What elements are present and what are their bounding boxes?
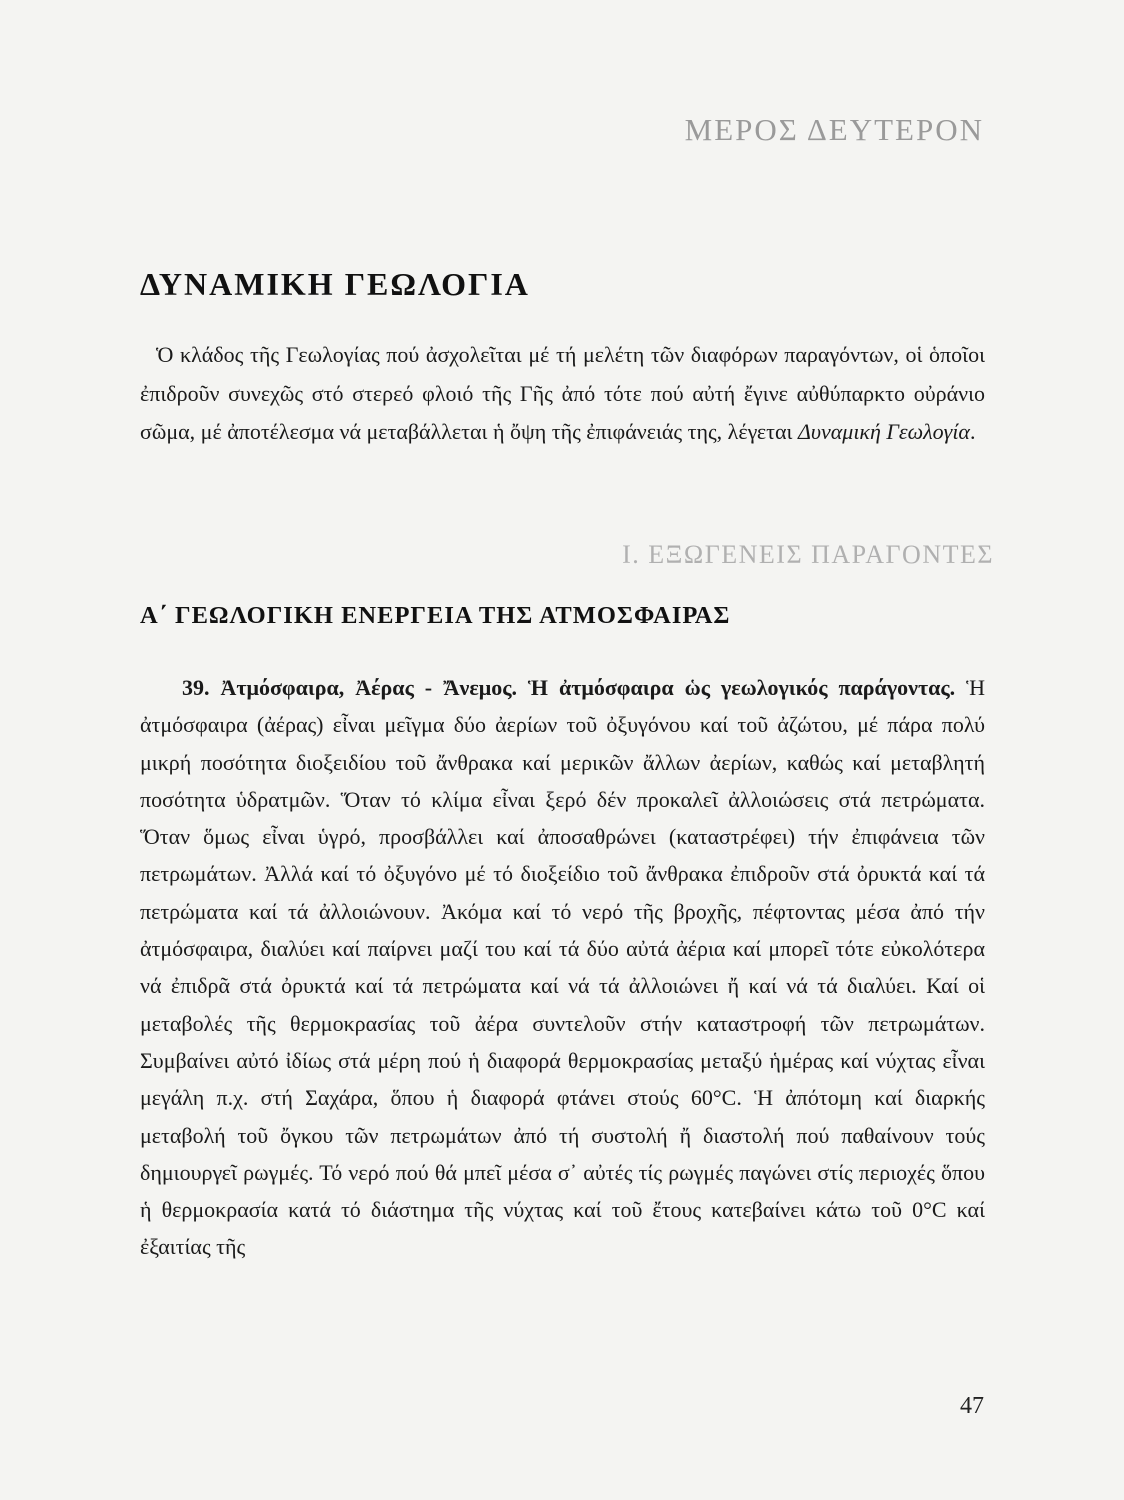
paragraph-39-text: Ἡ ἀτμόσφαιρα (ἀέρας) εἶναι μεῖγμα δύο ἀερίων τοῦ ὀξυγόνου καί τοῦ ἀζώτου, μέ πάρα πολύ μικρή ποσότητα διοξειδίου τοῦ ἄνθρακα καί μερικῶν ἄλλων ἀερίων, καθώς καί μεταβλητή ποσότητα ὑδρατμῶν. Ὅταν τό κλίμα εἶναι ξερό δέν προκαλεῖ ἀλλοιώσεις στά πετρώματα. Ὅταν ὅμως εἶναι ὑγρό, προσβάλλει καί ἀποσαθρώνει (καταστρέφει) τήν ἐπιφάνεια τῶν πετρωμάτων. Ἀλλά καί τό ὀξυγόνο μέ τό διοξείδιο τοῦ ἄνθρακα ἐπιδροῦν στά ὀρυκτά καί τά πετρώματα καί τά ἀλλοιώνουν. Ἀκόμα καί τό νερό τῆς βροχῆς, πέφτοντας μέσα ἀπό τήν ἀτμόσφαιρα, διαλύει καί παίρνει μαζί του καί τά δύο αὐτά ἀέρια καί μπορεῖ τότε εὐκολότερα νά ἐπιδρᾶ στά ὀρυκτά καί τά πετρώματα καί νά τά ἀλλοιώνει ἤ καί νά τά διαλύει. Καί οἱ μεταβολές τῆς θερμοκρασίας τοῦ ἀέρα συντελοῦν στήν καταστροφή τῶν πετρωμάτων. Συμβαίνει αὐτό ἰδίως στά μέρη πού ἡ διαφορά θερμοκρασίας μεταξύ ἡμέρας καί νύχτας εἶναι μεγάλη π.χ. στή Σαχάρα, ὅπου ἡ διαφορά φτάνει στούς 60°C. Ἡ ἀπότομη καί διαρκής μεταβολή τοῦ ὄγκου τῶν πετρωμάτων ἀπό τή συστολή ἤ διαστολή πού παθαίνουν τούς δημιουργεῖ ρωγμές. Τό νερό πού θά μπεῖ μέσα σ᾽ αὐτές τίς ρωγμές παγώνει στίς περιοχές ὅπου ἡ θερμοκρασία κατά τό διάστημα τῆς νύχτας καί τοῦ ἔτους κατεβαίνει κάτω τοῦ 0°C καί ἐξαιτίας τῆς [140, 675, 986, 1260]
intro-text: Ὁ κλάδος τῆς Γεωλογίας πού ἀσχολεῖται μέ τή μελέτη τῶν διαφόρων παραγόντων, οἱ ὁποῖοι ἐπιδροῦν συνεχῶς στό στερεό φλοιό τῆς Γῆς ἀπό τότε πού αὐτή ἔγινε αὐθύπαρκτο οὐράνιο σῶμα, μέ ἀποτέλεσμα νά μεταβάλλεται ἡ ὄψη τῆς ἐπιφάνειάς της, λέγεται [140, 342, 985, 444]
paragraph-39 [140, 669, 985, 1266]
paragraph-39-heading: 39. Ἀτμόσφαιρα, Ἀέρας - Ἄνεμος. Ἡ ἀτμόσφαιρα ὡς γεωλογικός παράγοντας. [182, 675, 956, 700]
chapter-title: ΔΥΝΑΜΙΚΗ ΓΕΩΛΟΓΙΑ [140, 266, 530, 302]
intro-end: . [969, 419, 976, 444]
section-label: Ι. ΕΞΩΓΕΝΕΙΣ ΠΑΡΑΓΟΝΤΕΣ [622, 540, 994, 569]
intro-term: Δυναμική Γεωλογία [797, 419, 970, 444]
page-number: 47 [960, 1393, 984, 1419]
part-title: ΜΕΡΟΣ ΔΕΥΤΕΡΟΝ [684, 112, 984, 147]
intro-paragraph [140, 336, 985, 452]
section-subtitle: Α΄ ΓΕΩΛΟΓΙΚΗ ΕΝΕΡΓΕΙΑ ΤΗΣ ΑΤΜΟΣΦΑΙΡΑΣ [140, 602, 731, 629]
